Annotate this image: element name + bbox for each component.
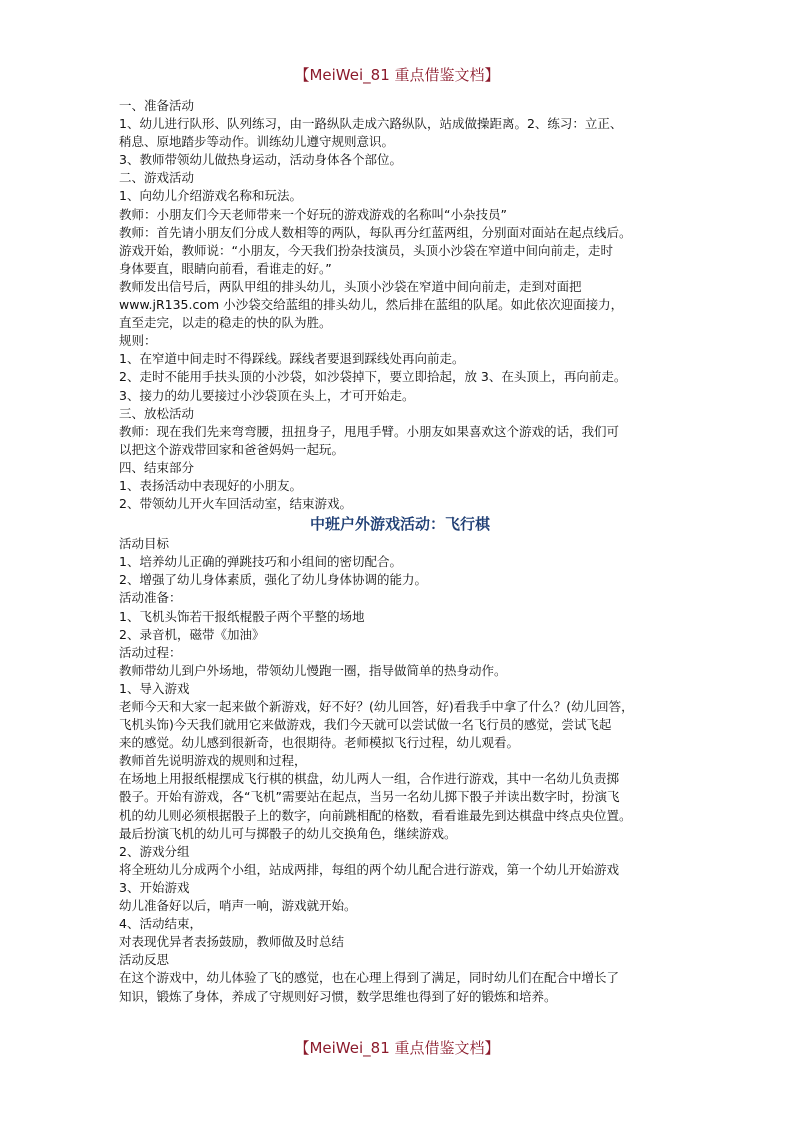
- text-line: 最后扮演飞机的幼儿可与掷骰子的幼儿交换角色，继续游戏。: [119, 825, 457, 841]
- text-line: 1、幼儿进行队形、队列练习，由一路纵队走成六路纵队，站成做操距离。2、练习：立正、: [119, 116, 623, 132]
- text-line: 教师：小朋友们今天老师带来一个好玩的游戏游戏的名称叫“小杂技员”: [119, 206, 507, 222]
- text-line: 教师带幼儿到户外场地，带领幼儿慢跑一圈，指导做简单的热身动作。: [119, 662, 507, 678]
- text-line: 对表现优异者表扬鼓励，教师做及时总结: [119, 934, 345, 950]
- text-line: 教师：首先请小朋友们分成人数相等的两队，每队再分红蓝两组，分别面对面站在起点线后。: [119, 224, 632, 240]
- text-line: 以把这个游戏带回家和爸爸妈妈一起玩。: [119, 441, 345, 457]
- text-line: 活动目标: [119, 536, 170, 552]
- text-line: 活动反思: [119, 952, 170, 968]
- text-line: 来的感觉。幼儿感到很新奇，也很期待。老师模拟飞行过程，幼儿观看。: [119, 735, 520, 751]
- page-header: 【MeiWei_81 重点借鉴文档】: [294, 66, 500, 84]
- text-line: 1、培养幼儿正确的弹跳技巧和小组间的密切配合。: [119, 554, 402, 570]
- text-line: 四、结束部分: [119, 459, 195, 475]
- text-line: 稍息、原地踏步等动作。训练幼儿遵守规则意识。: [119, 134, 395, 150]
- section-game-1: [119, 97, 681, 513]
- text-line: www.jR135.com 小沙袋交给蓝组的排头幼儿，然后排在蓝组的队尾。如此依次迎面接力，: [119, 297, 624, 313]
- text-line: 身体要直，眼睛向前看，看谁走的好。”: [119, 260, 332, 276]
- text-line: 直至走完，以走的稳走的快的队为胜。: [119, 315, 332, 331]
- text-line: 1、导入游戏: [119, 680, 190, 696]
- article-title: 中班户外游戏活动：飞行棋: [309, 515, 490, 534]
- text-line: 三、放松活动: [119, 405, 195, 421]
- text-line: 老师今天和大家一起来做个新游戏，好不好？(幼儿回答，好)看我手中拿了什么？(幼儿回答，: [119, 699, 634, 714]
- text-line: 2、录音机，磁带《加油》: [119, 626, 265, 642]
- text-line: 知识，锻炼了身体，养成了守规则好习惯，数学思维也得到了好的锻炼和培养。: [119, 988, 557, 1004]
- text-line: 1、飞机头饰若干报纸棍骰子两个平整的场地: [119, 608, 365, 624]
- text-line: 飞机头饰)今天我们就用它来做游戏，我们今天就可以尝试做一名飞行员的感觉，尝试飞起: [119, 717, 612, 733]
- text-line: 教师：现在我们先来弯弯腰，扭扭身子，甩甩手臂。小朋友如果喜欢这个游戏的话，我们可: [119, 423, 620, 439]
- text-line: 1、表扬活动中表现好的小朋友。: [119, 477, 302, 493]
- text-line: 2、带领幼儿开火车回活动室，结束游戏。: [119, 496, 352, 512]
- text-line: 机的幼儿则必须根据骰子上的数字，向前跳相配的格数，看看谁最先到达棋盘中终点央位置。: [119, 807, 632, 823]
- text-line: 活动过程：: [119, 644, 182, 660]
- text-line: 一、准备活动: [119, 98, 195, 113]
- text-line: 在场地上用报纸棍摆成飞行棋的棋盘，幼儿两人一组，合作进行游戏，其中一名幼儿负责掷: [119, 771, 620, 787]
- text-line: 3、接力的幼儿要接过小沙袋顶在头上，才可开始走。: [119, 387, 415, 403]
- text-line: 骰子。开始有游戏，各“飞机”需要站在起点，当另一名幼儿掷下骰子并读出数字时，扮演飞: [119, 789, 620, 805]
- document-body: [119, 97, 681, 1006]
- text-line: 3、教师带领幼儿做热身运动，活动身体各个部位。: [119, 152, 402, 168]
- text-line: 1、向幼儿介绍游戏名称和玩法。: [119, 188, 302, 204]
- text-line: 3、开始游戏: [119, 879, 190, 895]
- text-line: 游戏开始，教师说：“小朋友，今天我们扮杂技演员，头顶小沙袋在窄道中间向前走，走时: [119, 242, 613, 258]
- text-line: 1、在窄道中间走时不得踩线。踩线者要退到踩线处再向前走。: [119, 351, 465, 367]
- text-line: 规则：: [119, 333, 157, 349]
- text-line: 2、走时不能用手扶头顶的小沙袋，如沙袋掉下，要立即拾起，放 3、在头顶上，再向前走。: [119, 369, 627, 385]
- text-line: 4、活动结束，: [119, 916, 202, 932]
- text-line: 2、增强了幼儿身体素质，强化了幼儿身体协调的能力。: [119, 572, 427, 588]
- text-line: 在这个游戏中，幼儿体验了飞的感觉，也在心理上得到了满足，同时幼儿们在配合中增长了: [119, 970, 620, 986]
- text-line: 将全班幼儿分成两个小组，站成两排，每组的两个幼儿配合进行游戏，第一个幼儿开始游戏: [119, 861, 620, 877]
- text-line: 活动准备：: [119, 590, 182, 606]
- text-line: 2、游戏分组: [119, 843, 190, 859]
- text-line: 教师首先说明游戏的规则和过程，: [119, 753, 307, 769]
- page-footer: 【MeiWei_81 重点借鉴文档】: [294, 1039, 500, 1057]
- text-line: 幼儿准备好以后，哨声一响，游戏就开始。: [119, 898, 357, 914]
- text-line: 二、游戏活动: [119, 170, 195, 186]
- text-line: 教师发出信号后，两队甲组的排头幼儿，头顶小沙袋在窄道中间向前走，走到对面把: [119, 278, 582, 294]
- section-game-2: [119, 535, 681, 1005]
